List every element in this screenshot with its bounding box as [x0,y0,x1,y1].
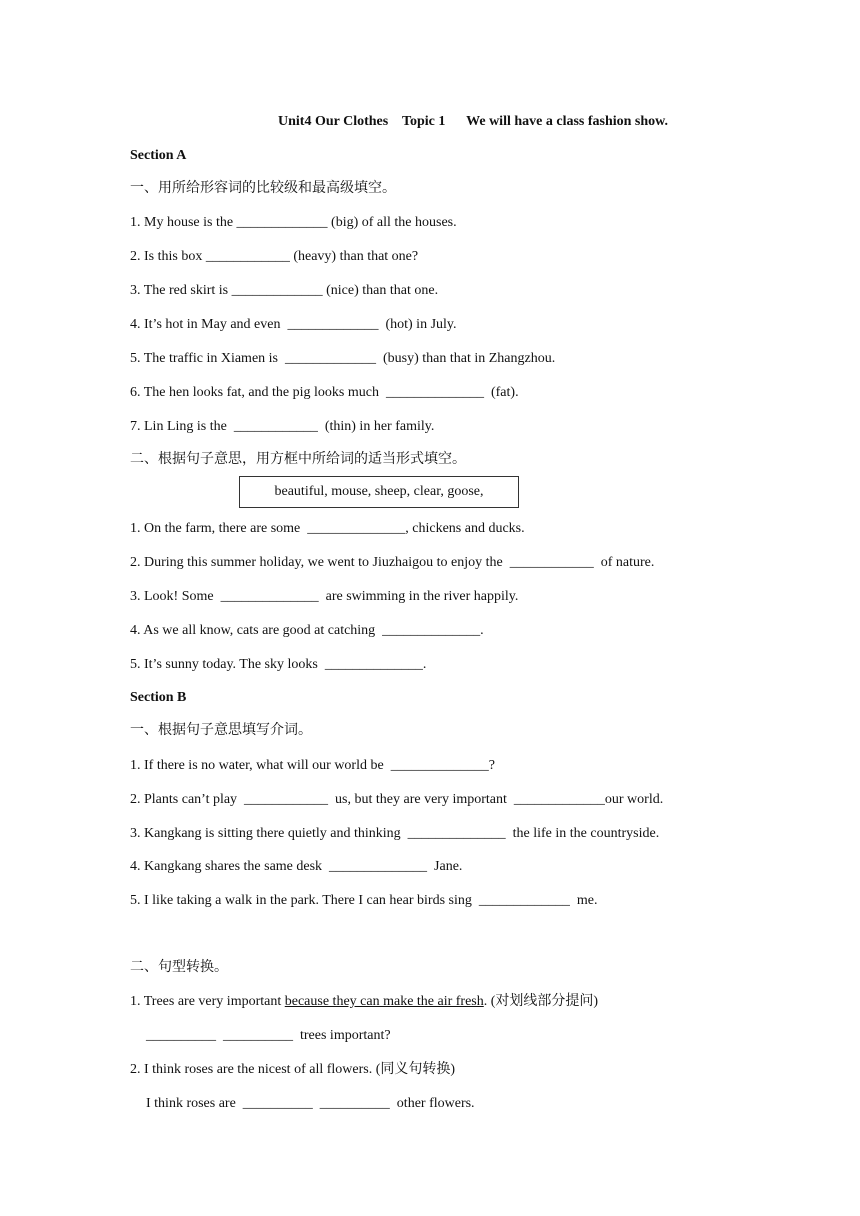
section-a-part2-instruction: 二、根据句子意思，用方框中所给词的适当形式填空。 [130,452,466,467]
question-item: 1. On the farm, there are some ______________, chickens and ducks. [130,521,525,536]
question-item: 1. If there is no water, what will our world be ______________? [130,758,495,773]
section-b-heading: Section B [130,690,187,705]
question-item: 4. Kangkang shares the same desk ______________ Jane. [130,859,463,874]
question-item: 4. As we all know, cats are good at catching ______________. [130,623,484,638]
question-item: 3. Kangkang is sitting there quietly and thinking ______________ the life in the countryside. [130,826,660,841]
question-item: 3. The red skirt is _____________ (nice) than that one. [130,283,439,298]
question-item: 5. The traffic in Xiamen is _____________ (busy) than that in Zhangzhou. [130,351,556,366]
question-item: 1. My house is the _____________ (big) of all the houses. [130,215,457,230]
section-a-heading: Section A [130,148,187,163]
question-item: 2. During this summer holiday, we went to Jiuzhaigou to enjoy the ____________ of nature. [130,555,655,570]
question-item: 6. The hen looks fat, and the pig looks much ______________ (fat). [130,385,519,400]
question-item [130,993,598,1011]
answer-line: __________ __________ trees important? [146,1028,391,1043]
question-item: 2. Plants can’t play ____________ us, but they are very important _____________our world. [130,792,664,807]
question-note: . (对划线部分提问) [483,994,599,1009]
section-a-part1-instruction: 一、用所给形容词的比较级和最高级填空。 [130,181,396,196]
question-text: 1. Trees are very important [130,994,285,1009]
question-item: 5. It’s sunny today. The sky looks ______________. [130,657,427,672]
answer-line: I think roses are __________ __________ other flowers. [146,1096,475,1111]
worksheet-title: Unit4 Our Clothes Topic 1 We will have a class fashion show. [278,114,668,129]
underlined-phrase: because they can make the air fresh [284,994,484,1009]
question-item: 5. I like taking a walk in the park. There I can hear birds sing _____________ me. [130,893,598,908]
section-b-part1-instruction: 一、根据句子意思填写介词。 [130,723,312,738]
question-item: 7. Lin Ling is the ____________ (thin) in her family. [130,419,435,434]
question-item: 2. Is this box ____________ (heavy) than that one? [130,249,419,264]
question-item: 3. Look! Some ______________ are swimming in the river happily. [130,589,519,604]
question-item: 2. I think roses are the nicest of all flowers. (同义句转换) [130,1062,456,1077]
section-b-part2-instruction: 二、句型转换。 [130,960,228,975]
question-item: 4. It’s hot in May and even _____________ (hot) in July. [130,317,457,332]
word-box-text: beautiful, mouse, sheep, clear, goose, [274,484,484,499]
word-box [239,476,519,508]
